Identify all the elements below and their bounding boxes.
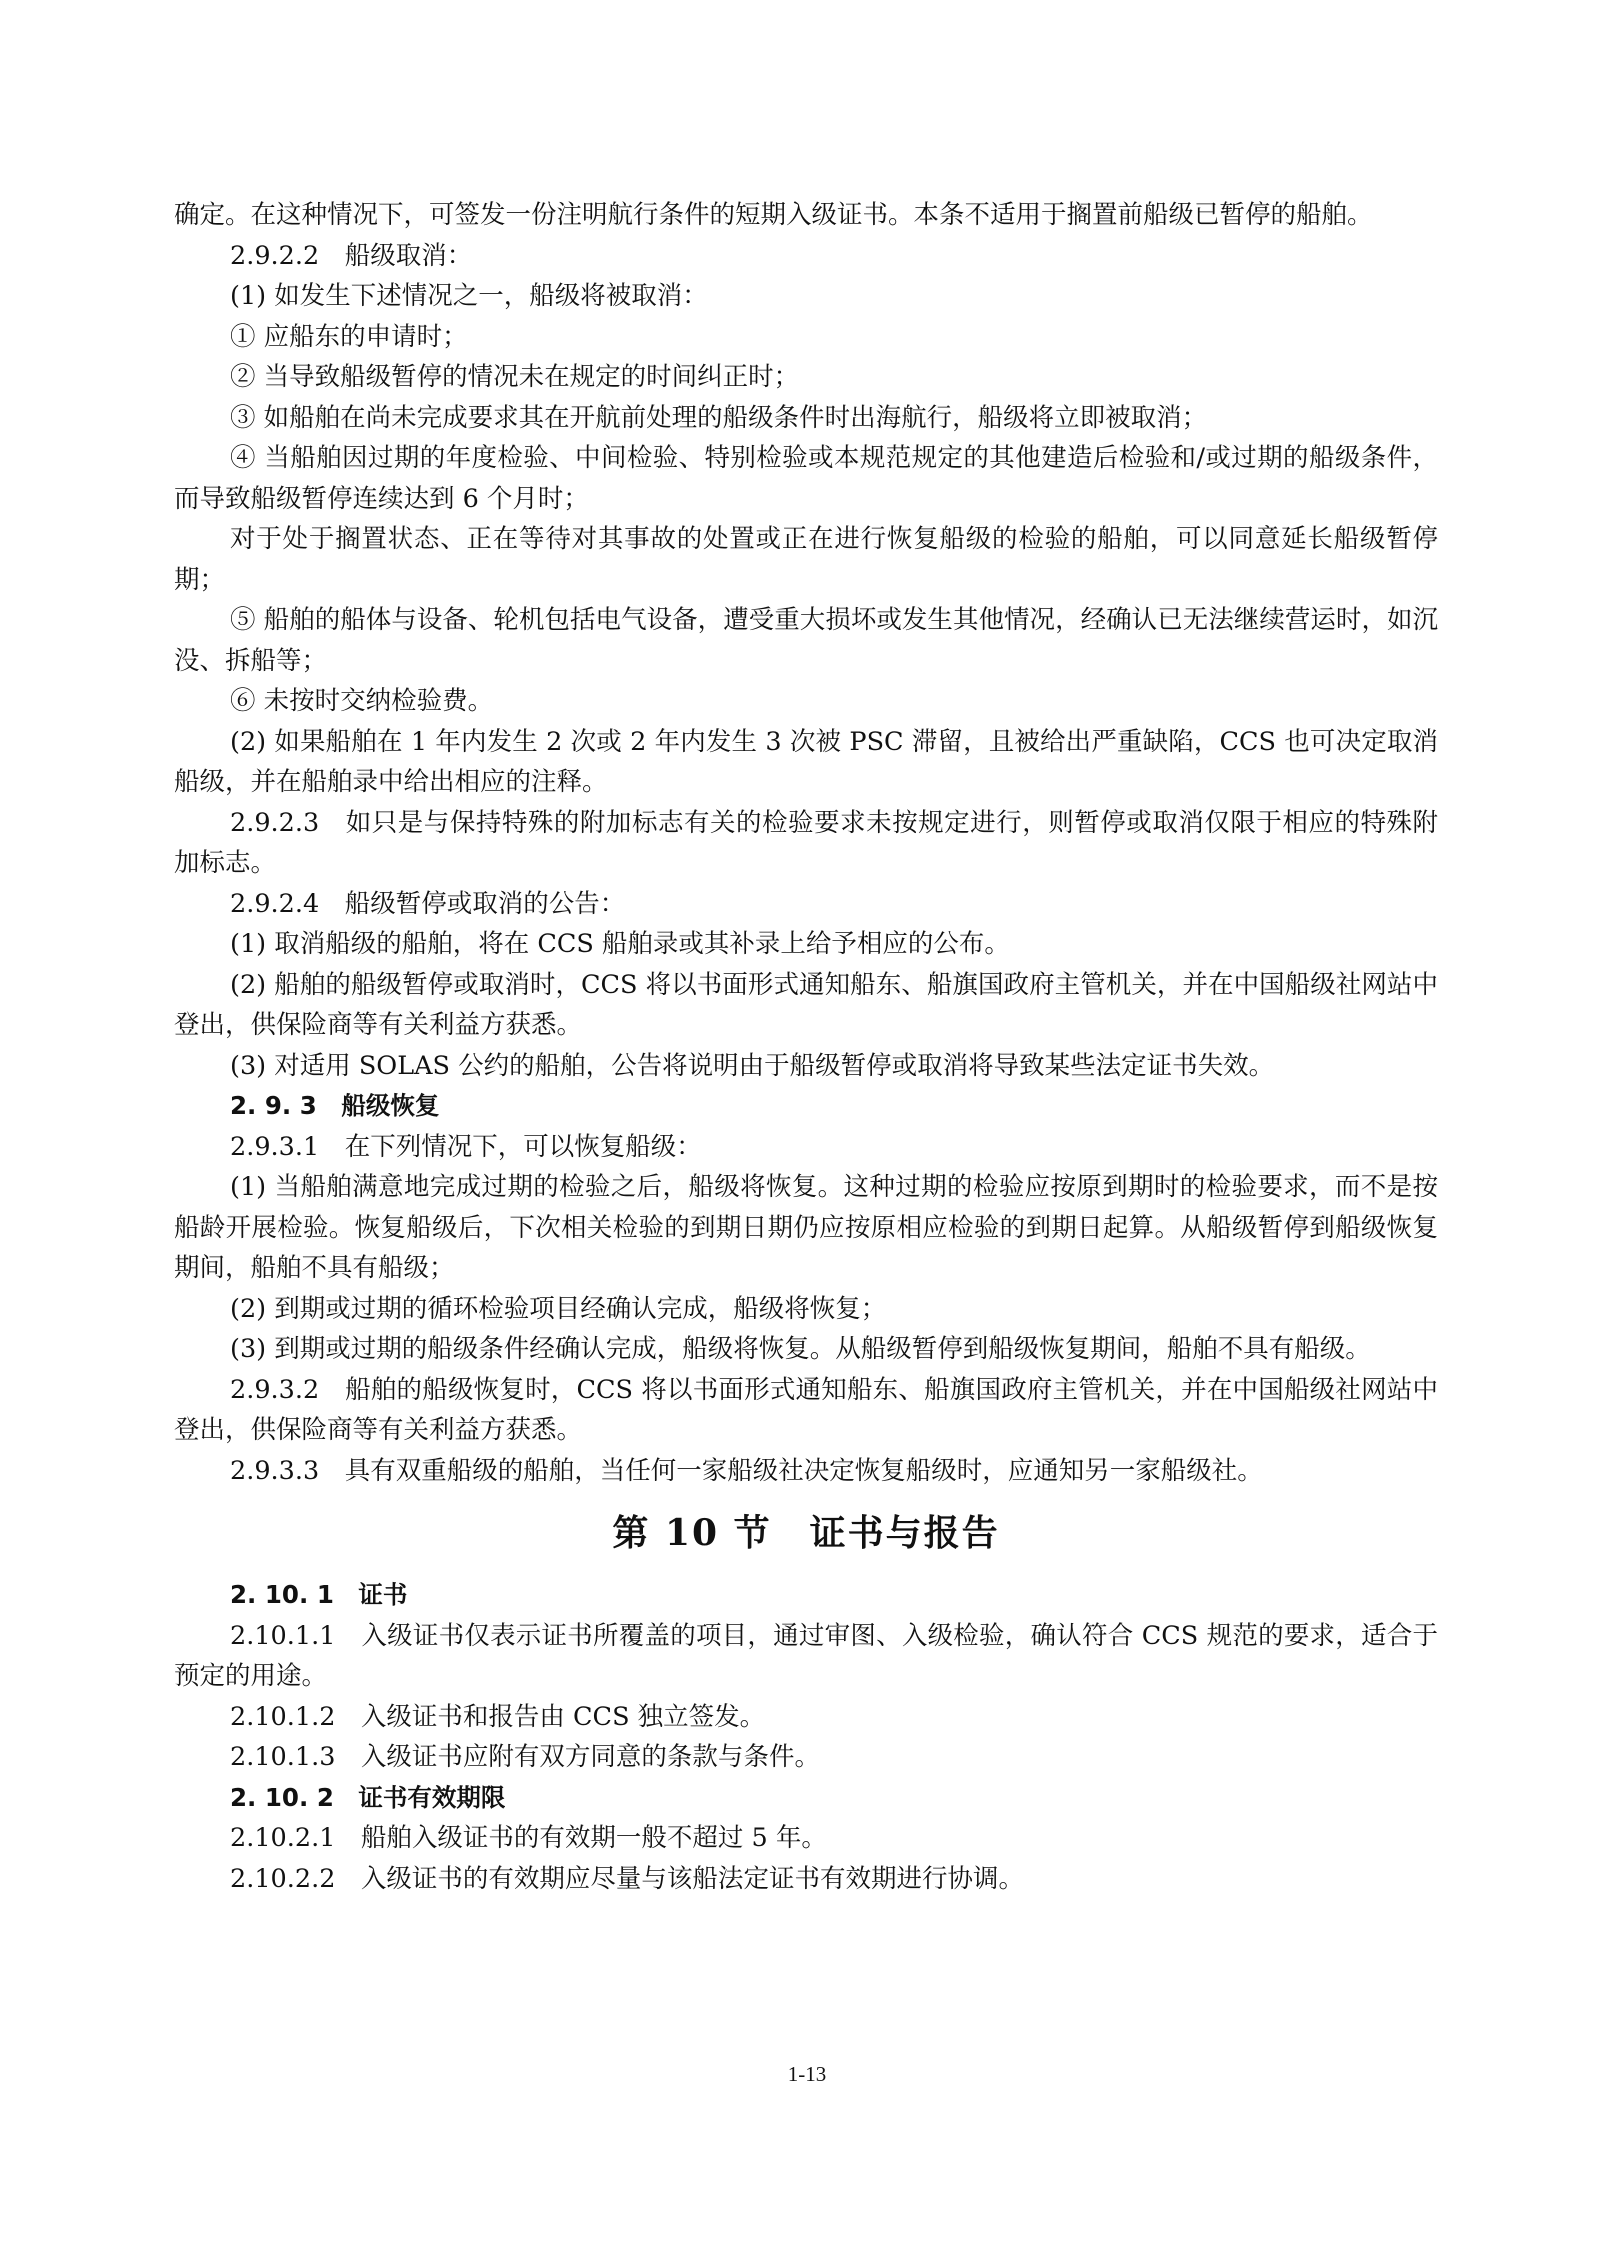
subsection-heading-2-9-3: 2. 9. 3 船级恢复	[230, 1091, 440, 1120]
clause-2-10-1-1: 2.10.1.1 入级证书仅表示证书所覆盖的项目，通过审图、入级检验，确认符合 CCS 规范的要求，适合于预定的用途。	[174, 1620, 1438, 1691]
clause-2-9-2-3: 2.9.2.3 如只是与保持特殊的附加标志有关的检验要求未按规定进行，则暂停或取消仅限于相应的特殊附加标志。	[174, 807, 1438, 878]
list-item: (2) 如果船舶在 1 年内发生 2 次或 2 年内发生 3 次被 PSC 滞留，且被给出严重缺陷，CCS 也可决定取消船级，并在船舶录中给出相应的注释。	[174, 726, 1438, 797]
clause-2-9-2-4: 2.9.2.4 船级暂停或取消的公告：	[230, 888, 626, 919]
list-item: (2) 船舶的船级暂停或取消时，CCS 将以书面形式通知船东、船旗国政府主管机关，并在中国船级社网站中登出，供保险商等有关利益方获悉。	[174, 969, 1438, 1040]
clause-2-9-3-1: 2.9.3.1 在下列情况下，可以恢复船级：	[230, 1131, 702, 1162]
list-item: (1) 取消船级的船舶，将在 CCS 船舶录或其补录上给予相应的公布。	[230, 929, 1010, 959]
clause-2-10-2-1: 2.10.2.1 船舶入级证书的有效期一般不超过 5 年。	[230, 1823, 827, 1853]
list-item: ③ 如船舶在尚未完成要求其在开航前处理的船级条件时出海航行，船级将立即被取消；	[230, 402, 1208, 433]
clause-2-9-2-2: 2.9.2.2 船级取消：	[230, 240, 473, 271]
list-item: ⑥ 未按时交纳检验费。	[230, 686, 494, 716]
list-item: ④ 当船舶因过期的年度检验、中间检验、特别检验或本规范规定的其他建造后检验和/或过期的船级条件，而导致船级暂停连续达到 6 个月时；	[174, 443, 1438, 514]
document-page	[174, 195, 1438, 1899]
clause-2-10-1-2: 2.10.1.2 入级证书和报告由 CCS 独立签发。	[230, 1701, 766, 1732]
list-item: (3) 对适用 SOLAS 公约的船舶，公告将说明由于船级暂停或取消将导致某些法定证书失效。	[230, 1050, 1275, 1081]
page-number: 1-13	[787, 2062, 827, 2086]
list-item: ⑤ 船舶的船体与设备、轮机包括电气设备，遭受重大损坏或发生其他情况，经确认已无法继续营运时，如沉没、拆船等；	[174, 605, 1438, 676]
clause-2-10-2-2: 2.10.2.2 入级证书的有效期应尽量与该船法定证书有效期进行协调。	[230, 1863, 1024, 1894]
section-title: 第 10 节 证书与报告	[612, 1512, 1000, 1554]
list-item: ② 当导致船级暂停的情况未在规定的时间纠正时；	[230, 362, 800, 392]
list-item: (1) 如发生下述情况之一，船级将被取消：	[230, 281, 708, 311]
subsection-heading-2-10-2: 2. 10. 2 证书有效期限	[230, 1782, 506, 1812]
paragraph-continuation: 确定。在这种情况下，可签发一份注明航行条件的短期入级证书。本条不适用于搁置前船级已暂停的船舶。	[174, 200, 1373, 230]
clause-2-9-3-2: 2.9.3.2 船舶的船级恢复时，CCS 将以书面形式通知船东、船旗国政府主管机关，并在中国船级社网站中登出，供保险商等有关利益方获悉。	[174, 1374, 1438, 1445]
list-item: (2) 到期或过期的循环检验项目经确认完成，船级将恢复；	[230, 1293, 887, 1324]
list-item: ① 应船东的申请时；	[230, 321, 468, 352]
paragraph: 对于处于搁置状态、正在等待对其事故的处置或正在进行恢复船级的检验的船舶，可以同意延长船级暂停期；	[174, 524, 1438, 595]
subsection-heading-2-10-1: 2. 10. 1 证书	[230, 1580, 408, 1609]
list-item: (3) 到期或过期的船级条件经确认完成，船级将恢复。从船级暂停到船级恢复期间，船舶不具有船级。	[230, 1334, 1371, 1364]
clause-2-10-1-3: 2.10.1.3 入级证书应附有双方同意的条款与条件。	[230, 1742, 820, 1772]
list-item: (1) 当船舶满意地完成过期的检验之后，船级将恢复。这种过期的检验应按原到期时的检验要求，而不是按船龄开展检验。恢复船级后，下次相关检验的到期日期仍应按原相应检验的到期日起算。从船级暂停到船级恢复期间，船舶不具有船级；	[174, 1172, 1438, 1283]
clause-2-9-3-3: 2.9.3.3 具有双重船级的船舶，当任何一家船级社决定恢复船级时，应通知另一家船级社。	[230, 1455, 1263, 1486]
